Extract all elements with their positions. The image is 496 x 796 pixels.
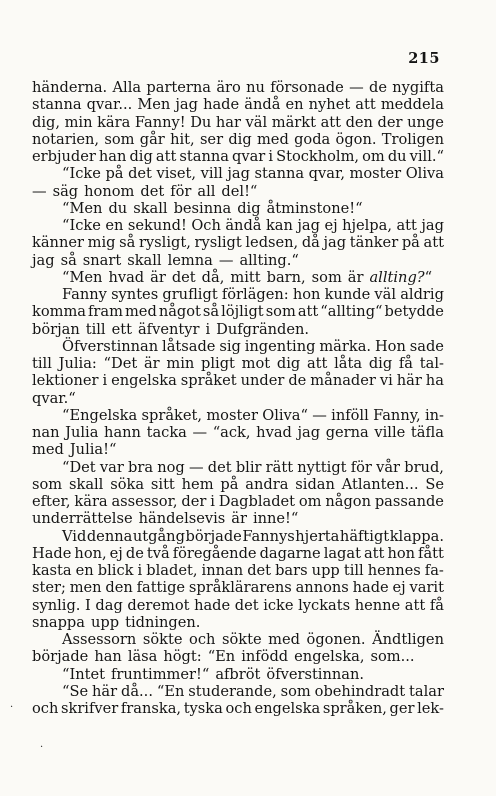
page-number: 215 — [408, 50, 440, 67]
margin-dot: · — [10, 702, 14, 713]
body-text — [32, 79, 444, 717]
text-line: Assessorn sökte och sökte med ögonen. Ändtligen — [62, 631, 444, 648]
text-line: “Det var bra nog — det blir rätt nyttigt för vår brud, — [62, 458, 444, 476]
text-line: “Intet fruntimmer!“ afbröt öfverstinnan. — [62, 665, 365, 683]
text-line: jag så snart skall lemna — allting.“ — [32, 251, 299, 269]
text-line: och skrifver franska, tyska och engelska språken, ger lek- — [32, 700, 444, 717]
text-line: “Engelska språket, moster Oliva“ — inföll Fanny, in- — [62, 406, 444, 424]
text-line: stanna qvar... Men jag hade ändå en nyhet att meddela — [32, 96, 444, 114]
text-line: som skall söka sitt hem på andra sidan Atlanten... Se — [32, 475, 444, 493]
text-line: “Men hvad är det då, mitt barn, som är allting?“ — [62, 268, 433, 286]
text-line: började han läsa högt: “En infödd engelska, som... — [32, 648, 415, 666]
text-line: underrättelse händelsevis är inne!“ — [32, 510, 299, 528]
text-line: Hade hon, ej de två föregående dagarne lagat att hon fått — [32, 544, 444, 562]
text-line: kasta en blick i bladet, innan det bars upp till hennes fa- — [32, 562, 444, 579]
text-line: lektioner i engelska språket under de månader vi här ha — [32, 372, 444, 390]
text-line: komma fram med något så löjligt som att “allting“ betydde — [32, 303, 444, 321]
text-line: nan Julia hann tacka — “ack, hvad jag gerna ville täfla — [32, 424, 444, 441]
text-line: qvar.“ — [32, 389, 76, 407]
text-line: “Icke en sekund! Och ändå kan jag ej hjelpa, att jag — [62, 217, 444, 234]
text-line: notarien, som går hit, ser dig med goda ögon. Troligen — [32, 130, 444, 148]
text-line: Vid denna utgång började Fannys hjerta häftigt klappa. — [62, 527, 444, 545]
text-line: händerna. Alla parterna äro nu försonade — de nygifta — [32, 79, 444, 96]
text-line: snappa upp tidningen. — [32, 613, 201, 631]
text-line: känner mig så rysligt, rysligt ledsen, då jag tänker på att — [32, 234, 444, 252]
text-line: Öfverstinnan låtsade sig ingenting märka. Hon sade — [62, 337, 444, 355]
text-line: erbjuder han dig att stanna qvar i Stockholm, om du vill.“ — [32, 148, 444, 165]
text-line: till Julia: “Det är min pligt mot dig att låta dig få tal- — [32, 355, 444, 372]
text-line: ster; men den fattige språklärarens annons hade ej varit — [32, 579, 444, 597]
text-line: “Icke på det viset, vill jag stanna qvar, moster Oliva — [62, 165, 444, 183]
text-line: “Se här då... “En studerande, som obehindradt talar — [62, 682, 444, 700]
text-line: dig, min kära Fanny! Du har väl märkt att den der unge — [32, 113, 444, 131]
text-line: synlig. I dag deremot hade det icke lyckats henne att få — [32, 596, 444, 614]
text-line: början till ett äfventyr i Dufgränden. — [32, 320, 310, 338]
margin-dot: · — [40, 742, 44, 753]
text-line: med Julia!“ — [32, 441, 117, 459]
text-line: “Men du skall besinna dig åtminstone!“ — [62, 199, 363, 217]
text-line: Fanny syntes grufligt förlägen: hon kunde väl aldrig — [62, 286, 444, 303]
text-line: efter, kära assessor, der i Dagbladet om någon passande — [32, 493, 444, 510]
text-line: — säg honom det för all del!“ — [32, 182, 258, 200]
